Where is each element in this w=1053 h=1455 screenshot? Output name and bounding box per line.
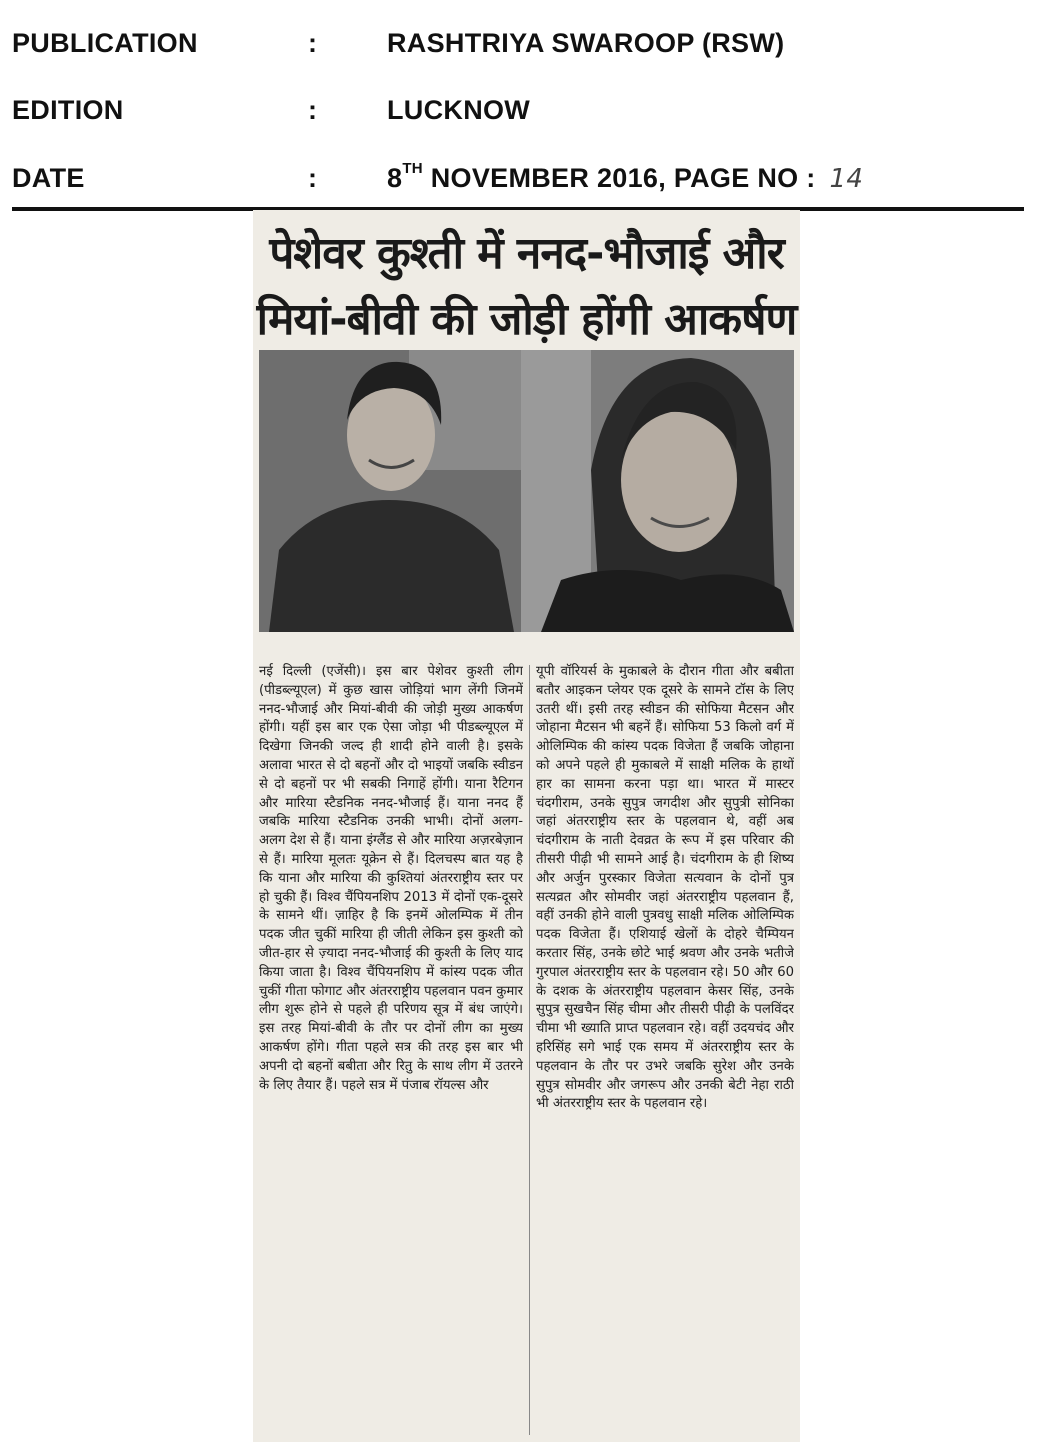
- column-divider: [529, 665, 530, 1435]
- edition-value: LUCKNOW: [387, 95, 531, 125]
- date-rest: NOVEMBER 2016, PAGE NO :: [430, 163, 816, 193]
- publication-value: RASHTRIYA SWAROOP (RSW): [387, 28, 785, 58]
- page-number: 14: [829, 164, 864, 194]
- wrestler-photo-left: [259, 350, 521, 632]
- headline-line-1: पेशेवर कुश्ती में ननद-भौजाई और: [269, 228, 784, 279]
- newspaper-clipping: [253, 210, 800, 1442]
- wrestler-photo-right: [521, 350, 794, 632]
- date-value: [387, 160, 864, 194]
- publication-colon: :: [308, 28, 318, 58]
- headline-line-2: मियां-बीवी की जोड़ी होंगी आकर्षण: [256, 294, 797, 345]
- date-suffix: TH: [402, 160, 423, 177]
- edition-label: EDITION: [12, 95, 124, 125]
- date-colon: :: [308, 163, 318, 193]
- publication-label: PUBLICATION: [12, 28, 198, 58]
- article-column-left: नई दिल्ली (एजेंसी)। इस बार पेशेवर कुश्ती लीग (पीडब्ल्यूएल) में कुछ खास जोड़ियां भाग लेंगी जिनमें ननद-भौजाई और मियां-बीवी की जोड़ी मुख्य आकर्षण होंगी। यहीं इस बार एक ऐसा जोड़ा भी पीडब्ल्यूएल में दिखेगा जिनकी जल्द ही शादी होने वाली है। इसके अलावा भारत से दो बहनों और दो भाइयों जबकि स्वीडन से दो बहनों पर भी सबकी निगाहें होंगी। याना रैटिगन और मारिया स्टैडनिक ननद-भौजाई हैं। याना ननद हैं जबकि मारिया स्टैडनिक उनकी भाभी। दोनों अलग-अलग देश से हैं। याना इंग्लैंड से और मारिया अज़रबेज़ान से हैं। मारिया मूलतः यूक्रेन से हैं। दिलचस्प बात यह है कि याना और मारिया की कुश्तियां अंतरराष्ट्रीय स्तर पर हो चुकी हैं। विश्व चैंपियनशिप 2013 में दोनों एक-दूसरे के सामने थीं। ज़ाहिर है कि इनमें ओलम्पिक में तीन पदक जीत चुकीं मारिया ही जीती लेकिन इस कुश्ती को जीत-हार से ज़्यादा ननद-भौजाई की कुश्ती के लिए याद किया जाता है। विश्व चैंपियनशिप में कांस्य पदक जीत चुकीं गीता फोगाट और अंतरराष्ट्रीय पहलवान पवन कुमार लीग शुरू होने से पहले ही परिणय सूत्र में बंध जाएंगे। इस तरह मियां-बीवी के तौर पर दोनों लीग का मुख्य आकर्षण होंगे। गीता पहले सत्र की तरह इस बार भी अपनी दो बहनों बबीता और रितु के साथ लीग में उतरने के लिए तैयार हैं। पहले सत्र में पंजाब रॉयल्स और: [259, 664, 523, 1093]
- article-column-right: यूपी वॉरियर्स के मुकाबले के दौरान गीता और बबीता बतौर आइकन प्लेयर एक दूसरे के सामने टॉस के लिए उतरी थीं। इसी तरह स्वीडन की सोफिया मैटसन और जोहाना मैटसन भी बहनें हैं। सोफिया 53 किलो वर्ग में ओलिम्पिक की कांस्य पदक विजेता हैं जबकि जोहाना को अपने पहले ही मुकाबले में साक्षी मलिक के हाथों हार का सामना करना पड़ा था। भारत में मास्टर चंदगीराम, उनके सुपुत्र जगदीश और सुपुत्री सोनिका जहां अंतरराष्ट्रीय स्तर के पहलवान थे, वहीं अब चंदगीराम के नाती देवव्रत के रूप में इस परिवार की तीसरी पीढ़ी भी सामने आई है। चंदगीराम के ही शिष्य और अर्जुन पुरस्कार विजेता सत्यवान के दोनों पुत्र सत्यव्रत और सोमवीर जहां अंतरराष्ट्रीय पहलवान हैं, वहीं उनकी होने वाली पुत्रवधु साक्षी मलिक ओलिम्पिक पदक विजेता हैं। एशियाई खेलों के दोहरे चैम्पियन करतार सिंह, उनके छोटे भाई श्रवण और उनके भतीजे गुरपाल अंतरराष्ट्रीय स्तर के पहलवान रहे। 50 और 60 के दशक के अंतरराष्ट्रीय पहलवान केसर सिंह, उनके सुपुत्र सुखचैन सिंह चीमा और तीसरी पीढ़ी के पलविंदर चीमा भी ख्याति प्राप्त पहलवान रहे। वहीं उदयचंद और हरिसिंह सगे भाई एक समय में अंतरराष्ट्रीय स्तर के पहलवान के तौर पर उभरे जबकि सुरेश और उनके सुपुत्र सोमवीर और जगरूप और उनकी बेटी नेहा राठी भी अंतरराष्ट्रीय स्तर के पहलवान रहे।: [536, 664, 794, 1112]
- edition-colon: :: [308, 95, 318, 125]
- date-day: 8: [387, 163, 403, 193]
- date-label: DATE: [12, 163, 85, 193]
